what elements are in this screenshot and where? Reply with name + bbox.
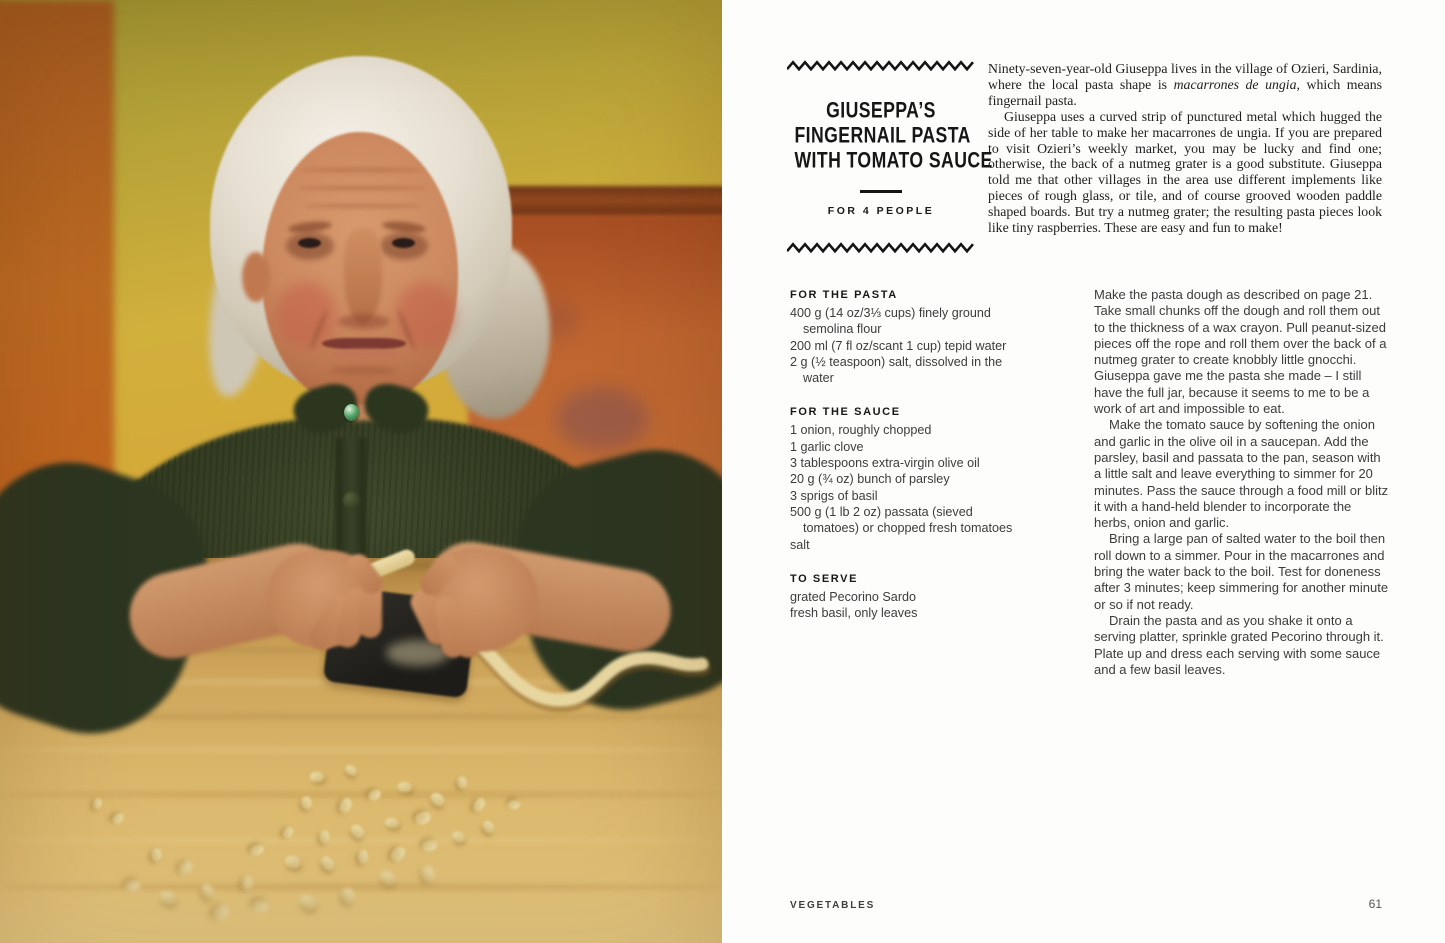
ingredient-heading: FOR THE PASTA (790, 289, 898, 301)
method-paragraph: Bring a large pan of salted water to the boil then roll down to a simmer. Pour in the macarrones and bring the water back to the boil. Test for doneness after 3 minutes; keep simmering for another minute or so if not ready. (1094, 531, 1389, 612)
title-rule (860, 190, 902, 193)
chapter-label: VEGETABLES (790, 900, 876, 911)
ingredient-item: 2 g (½ teaspoon) salt, dissolved in the water (790, 354, 1003, 386)
ingredient-item: 20 g (¾ oz) bunch of parsley (790, 472, 950, 487)
intro-paragraph: Giuseppa uses a curved strip of punctured metal which hugged the side of her table to make her macarrones de ungia. If you are prepared to visit Ozieri’s weekly market, you may be lucky and find one; otherwise, the back of a nutmeg grater is a good substitute. Giuseppa told me that other villages in the area use different implements like pieces of rough glass, or tile, and of course grooved wooden paddle shaped boards. But try a nutmeg grater; the resulting pasta pieces look like tiny raspberries. These are easy and fun to make! (988, 108, 1382, 236)
ingredient-heading: TO SERVE (790, 572, 859, 585)
zigzag-divider-icon (787, 60, 975, 72)
zigzag-divider-icon (787, 242, 975, 254)
method-paragraph: Make the tomato sauce by softening the onion and garlic in the olive oil in a saucepan. Add the parsley, basil and passata to the pan, season with a little salt and leave everything to simmer for 20 minutes. Pass the sauce through a food mill or blitz it with a hand-held blender to incorporate the herbs, onion and garlic. (1094, 417, 1389, 531)
intro-paragraph (988, 61, 1382, 109)
method-paragraph: Drain the pasta and as you shake it onto a serving platter, sprinkle grated Pecorino through it. Plate up and dress each serving with some sauce and a few basil leaves. (1094, 612, 1384, 677)
recipe-title (778, 98, 993, 173)
ingredient-group-serve (790, 573, 1032, 622)
ingredient-item: 500 g (1 lb 2 oz) passata (sieved tomatoes) or chopped fresh tomatoes (790, 504, 1013, 536)
serving-label: FOR 4 PEOPLE (827, 205, 935, 217)
gnocchi-piece (358, 850, 368, 864)
ingredient-item: 200 ml (7 fl oz/scant 1 cup) tepid water (790, 338, 1007, 353)
method-paragraph: Make the pasta dough as described on page 21. Take small chunks off the dough and roll them out to the thickness of a wax crayon. Pull peanut-sized pieces off the rope and roll them over the back of a nutmeg grater to create knobbly little gnocchi. Giuseppa gave me the pasta she made – I still have the full jar, because it seems to me to be a work of art and impossible to eat. (1094, 287, 1387, 417)
ingredients-column (790, 289, 1032, 641)
recipe-header (778, 60, 993, 254)
page-number: 61 (1368, 897, 1382, 911)
gnocchi-piece (398, 781, 413, 792)
photo-giuseppa (0, 0, 722, 943)
intro-text: Ninety-seven-year-old Giuseppa lives in the village of Ozieri, Sardinia, where the local pasta shape is (988, 61, 1382, 92)
ingredient-item: grated Pecorino Sardo (790, 589, 917, 604)
recipe-title-line: FINGERNAIL PASTA (794, 123, 971, 148)
ingredient-item: fresh basil, only leaves (790, 606, 918, 621)
gnocchi-piece (310, 772, 324, 782)
ingredient-item: 3 tablespoons extra-virgin olive oil (790, 456, 980, 471)
ingredient-group-pasta (790, 289, 1032, 386)
recipe-intro (988, 61, 1382, 236)
ingredient-item: 3 sprigs of basil (790, 488, 878, 503)
ingredient-item: 400 g (14 oz/3⅓ cups) finely ground semolina flour (790, 306, 991, 337)
ingredient-group-sauce (790, 406, 1032, 552)
photo-pasta-rope (0, 0, 722, 943)
intro-text: , which means fingernail pasta. (988, 76, 1383, 108)
ingredient-heading: FOR THE SAUCE (790, 406, 901, 419)
method-column (1094, 287, 1390, 678)
ingredient-item: salt (790, 537, 810, 552)
ingredient-item: 1 garlic clove (790, 439, 864, 454)
ingredient-item: 1 onion, roughly chopped (790, 423, 932, 438)
recipe-title-line: WITH TOMATO SAUCE (794, 148, 993, 173)
intro-italic-pasta-name: macarrones de ungia (1173, 76, 1297, 92)
gnocchi-piece (508, 800, 520, 809)
recipe-title-line: GIUSEPPA’S (826, 98, 936, 123)
